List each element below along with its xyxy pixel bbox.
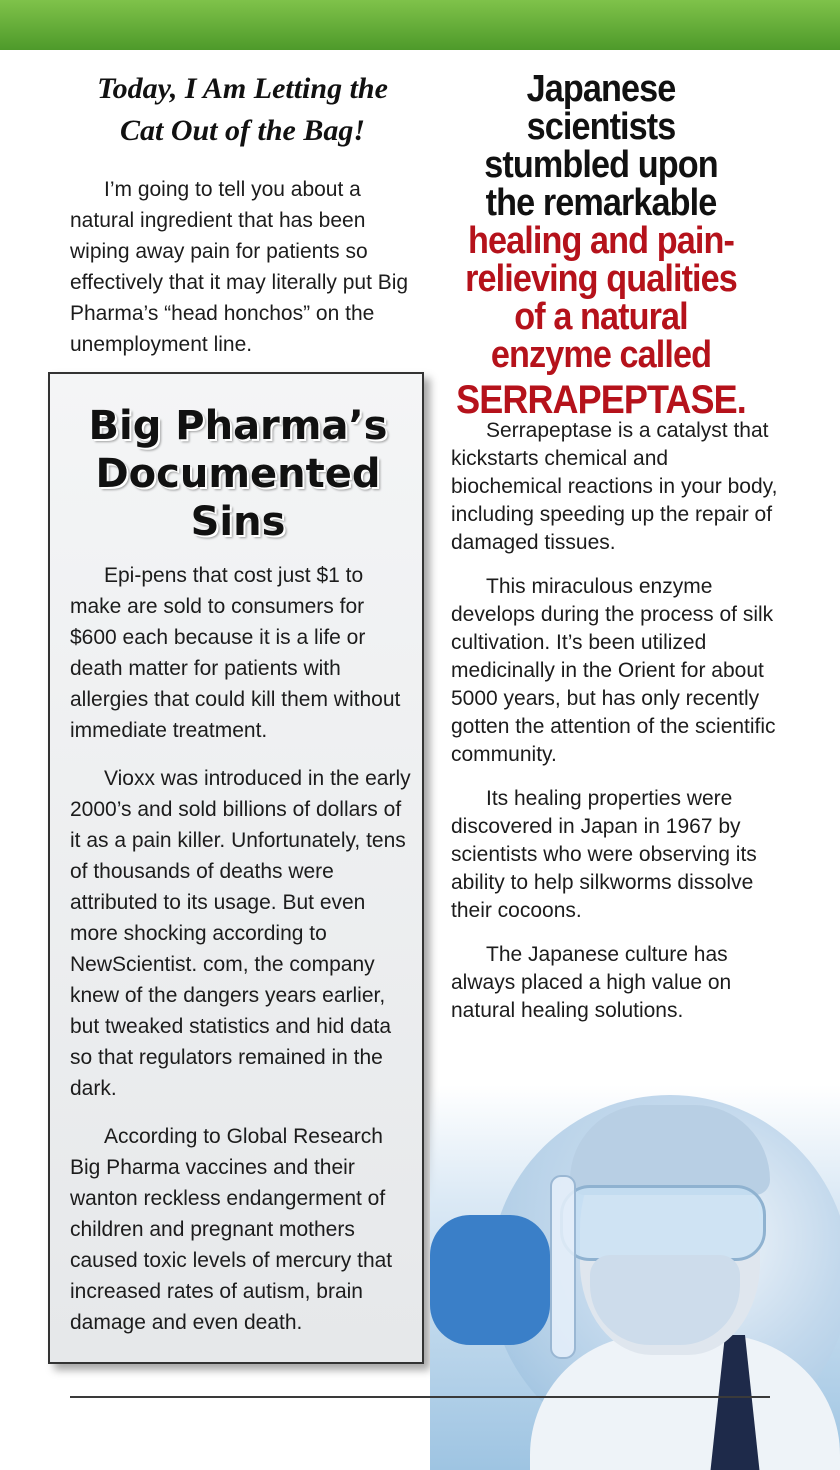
right-body: [451, 417, 781, 1041]
right-headline-line-4: healing and pain-: [468, 220, 734, 262]
photo-test-tube: [550, 1175, 576, 1359]
right-headline-line-3: the remarkable: [485, 182, 717, 224]
sidebar-box: [48, 372, 424, 1364]
right-paragraph-1: Serrapeptase is a catalyst that kickstarts chemical and biochemical reactions in your body, including speeding up the repair of damaged tissues.: [451, 419, 778, 554]
right-headline-line-6: of a natural: [514, 296, 688, 338]
right-paragraph-2: This miraculous enzyme develops during the process of silk cultivation. It’s been utilized medicinally in the Orient for about 5000 years, but has only recently gotten the attention of the scientific community.: [451, 575, 776, 766]
right-headline: [432, 70, 770, 426]
photo-face-mask: [590, 1255, 740, 1345]
sidebar-paragraph-3: According to Global Research Big Pharma vaccines and their wanton reckless endangerment of children and pregnant mothers caused toxic levels of mercury that increased rates of autism, brain damage and even death.: [70, 1125, 393, 1334]
scientist-photo: [430, 1085, 840, 1470]
sidebar-body: [70, 560, 415, 1355]
right-headline-line-7: enzyme called: [490, 334, 712, 376]
right-headline-line-1: Japanese scientists: [526, 68, 676, 148]
photo-blue-glove: [430, 1215, 550, 1345]
sidebar-title-line-2: Documented: [95, 451, 381, 497]
sidebar-title-line-3: Sins: [190, 499, 286, 545]
left-headline-block: [70, 68, 415, 152]
sidebar-title: [50, 402, 426, 546]
photo-goggles: [560, 1185, 766, 1261]
left-headline-line-1: Today, I Am Letting the: [97, 72, 388, 105]
left-headline-line-2: Cat Out of the Bag!: [119, 114, 366, 147]
sidebar-paragraph-1: Epi-pens that cost just $1 to make are sold to consumers for $600 each because it is a life or death matter for patients with allergies that could kill them without immediate treatment.: [70, 564, 401, 742]
bottom-divider: [70, 1396, 770, 1398]
sidebar-title-line-1: Big Pharma’s: [88, 403, 388, 449]
sidebar-paragraph-2: Vioxx was introduced in the early 2000’s and sold billions of dollars of it as a pain killer. Unfortunately, tens of thousands of deaths were attributed to its usage. But even more shocking according to NewScientist. com, the company knew of the dangers years earlier, but tweaked statistics and hid data so that regulators remained in the dark.: [70, 767, 411, 1100]
right-headline-line-2: stumbled upon: [484, 144, 718, 186]
intro-paragraph-block: [70, 174, 410, 360]
top-green-bar: [0, 0, 840, 50]
right-paragraph-4: The Japanese culture has always placed a high value on natural healing solutions.: [451, 943, 732, 1022]
right-headline-emphasis: SERRAPEPTASE.: [456, 378, 746, 422]
right-headline-line-5: relieving qualities: [465, 258, 737, 300]
right-paragraph-3: Its healing properties were discovered in Japan in 1967 by scientists who were observing its ability to help silkworms dissolve their cocoons.: [451, 787, 757, 922]
intro-paragraph: I’m going to tell you about a natural ingredient that has been wiping away pain for patients so effectively that it may literally put Big Pharma’s “head honchos” on the unemployment line.: [70, 178, 409, 356]
